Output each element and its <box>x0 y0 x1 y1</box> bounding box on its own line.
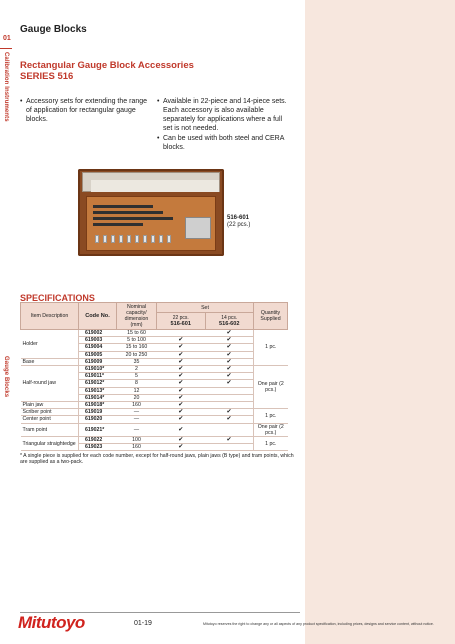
header-set-14: 14 pcs. 516-602 <box>205 313 254 330</box>
item-plain-jaw: Plain jaw <box>21 402 79 409</box>
table-footnote: * A single piece is supplied for each code number, except for half-round jaws, plain jaws (B type) and tram points, which are supplied as a two-pack. <box>20 453 294 466</box>
table-row: 619014* 20 ✔ <box>21 394 288 401</box>
header-set-22: 22 pcs. 516-601 <box>157 313 206 330</box>
table-row: 619013* 12 ✔ <box>21 387 288 394</box>
photo-caption <box>227 215 250 229</box>
table-row: 619011* 5 ✔ ✔ <box>21 373 288 380</box>
header-quantity: Quantity Supplied <box>254 303 288 330</box>
feature-list-right <box>157 97 287 153</box>
item-base: Base <box>21 358 79 365</box>
table-row: Center point 619020 — ✔ ✔ <box>21 416 288 423</box>
qty-cell: One pair (2 pcs.) <box>254 423 288 436</box>
side-label-calibration: Calibration Instruments <box>3 52 9 122</box>
item-triangular-straightedge: Triangular straightedge <box>21 437 79 451</box>
item-holder: Holder <box>21 330 79 359</box>
qty-cell: 1 pc. <box>254 330 288 366</box>
side-label-gauge-blocks: Gauge Blocks <box>3 356 9 398</box>
section-title: Gauge Blocks <box>20 24 87 35</box>
page-number: 01-19 <box>134 620 152 627</box>
table-row: Scriber point 619019 — ✔ ✔ 1 pc. <box>21 409 288 416</box>
header-set: Set <box>157 303 254 313</box>
product-title-line1: Rectangular Gauge Block Accessories <box>20 60 194 71</box>
header-item: Item Description <box>21 303 79 330</box>
table-row: Triangular straightedge 619022 100 ✔ ✔ 1 pc. <box>21 437 288 444</box>
table-row: 619005 20 to 250 ✔ ✔ <box>21 351 288 358</box>
item-scriber-point: Scriber point <box>21 409 79 416</box>
table-row: 619003 5 to 100 ✔ ✔ <box>21 337 288 344</box>
table-row: Holder 619002 15 to 60 ✔ 1 pc. <box>21 330 288 337</box>
feature-item: • Available in 22-piece and 14-piece sets. Each accessory is also available separately for applications where a full set is not needed. <box>157 97 287 133</box>
table-row: 619023 160 ✔ <box>21 444 288 451</box>
item-center-point: Center point <box>21 416 79 423</box>
product-title-line2: SERIES 516 <box>20 71 74 82</box>
table-row: 619004 15 to 160 ✔ ✔ <box>21 344 288 351</box>
brand-logo: Mitutoyo <box>18 613 85 632</box>
table-row: Tram point 619021* — ✔ One pair (2 pcs.) <box>21 423 288 436</box>
product-title <box>20 60 194 82</box>
case-tray <box>86 196 216 251</box>
specifications-table <box>20 302 288 451</box>
chapter-divider <box>0 48 12 49</box>
case-lid <box>82 172 220 192</box>
photo-caption-pcs: (22 pcs.) <box>227 222 251 228</box>
table-row: Half-round jaw 619010* 2 ✔ ✔ One pair (2 pcs.) <box>21 366 288 373</box>
header-code: Code No. <box>79 303 117 330</box>
header-dimension: Nominal capacity/ dimension (mm) <box>117 303 157 330</box>
qty-cell: One pair (2 pcs.) <box>254 366 288 409</box>
photo-caption-code: 516-601 <box>227 215 250 221</box>
table-row: Plain jaw 619018* 160 ✔ <box>21 402 288 409</box>
feature-list-left <box>20 97 150 125</box>
feature-item: • Can be used with both steel and CERA blocks. <box>157 134 287 152</box>
feature-item: • Accessory sets for extending the range of application for rectangular gauge blocks. <box>20 97 150 124</box>
qty-cell: 1 pc. <box>254 409 288 423</box>
footer-disclaimer: Mitutoyo reserves the right to change any or all aspects of any product specification, including prices, designs and service content, without notice. <box>203 622 434 626</box>
specifications-title: SPECIFICATIONS <box>20 293 95 303</box>
product-photo <box>78 169 224 256</box>
chapter-number: 01 <box>3 35 11 42</box>
qty-cell: 1 pc. <box>254 437 288 451</box>
side-band <box>305 0 455 644</box>
table-row: 619012* 8 ✔ ✔ <box>21 380 288 387</box>
item-tram-point: Tram point <box>21 423 79 436</box>
item-half-round-jaw: Half-round jaw <box>21 366 79 402</box>
table-row: Base 619009 35 ✔ ✔ <box>21 358 288 365</box>
